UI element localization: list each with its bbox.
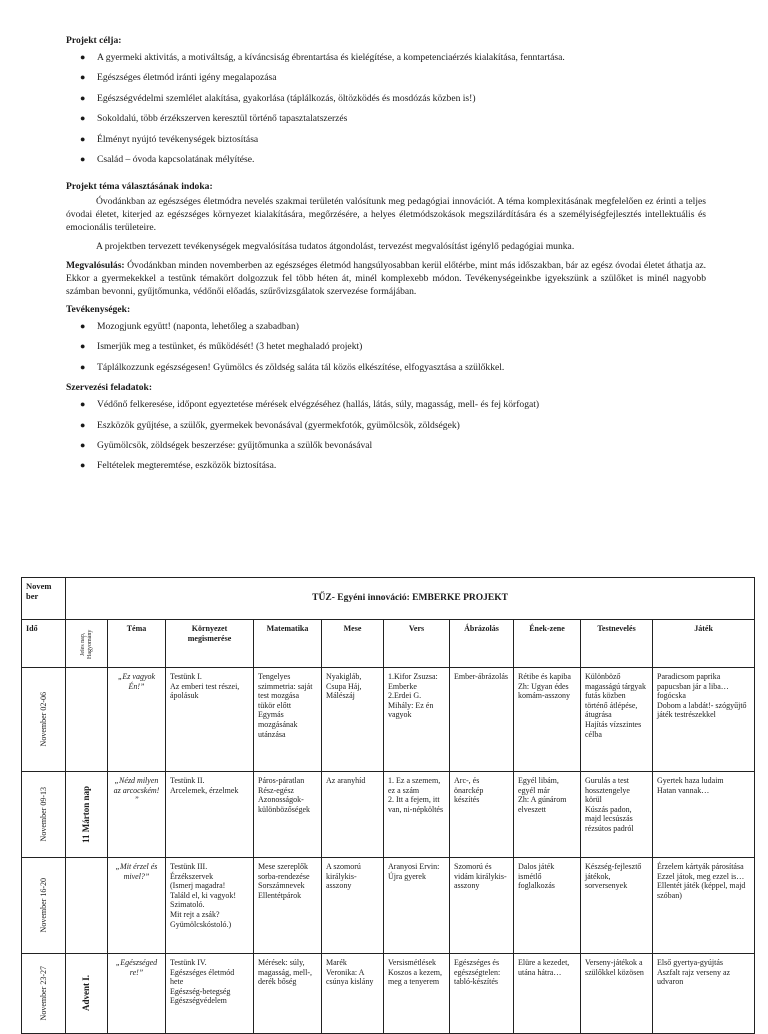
row-abrazolas: Szomorú és vidám királykis-asszony (450, 858, 514, 954)
row-jeles-cell (66, 858, 108, 954)
header-mese: Mese (322, 620, 384, 668)
row-vers: 1.Kifor Zsuzsa: Emberke 2.Erdei G. Mihály: Ez én vagyok (384, 668, 450, 772)
row-mese: Marék Veronika: A csúnya kislány (322, 954, 384, 1034)
table-title-row (22, 578, 755, 620)
row-testneveles: Verseny-játékok a szülőkkel közösen (581, 954, 653, 1034)
bullet-icon: ● (80, 399, 86, 410)
row-date: November 16-20 (38, 878, 48, 933)
table-row (22, 858, 755, 954)
project-text (66, 34, 706, 480)
list-item: ● Védőnő felkeresése, időpont egyeztetése mérések elvégzéséhez (hallás, látás, súly, magasság, mell- és fej körfogat) (80, 399, 540, 411)
header-matematika: Matematika (254, 620, 322, 668)
row-kornyezet: Testünk IV. Egészséges életmód hete Egészség-betegség Egészségvédelem (166, 954, 254, 1034)
list-item: ● Egészséges életmód iránti igény megalapozása (80, 72, 277, 84)
row-jatek: Paradicsom paprika papucsban jár a liba… fogócska Dobom a labdát!- szógyűjtő játék testrészekkel (653, 668, 755, 772)
list-item: ● A gyermeki aktivitás, a motiváltság, a kíváncsiság ébrentartása és kielégítése, a kompetenciaérzés kialakítása, fenntartása. (80, 52, 565, 63)
row-date-cell (22, 954, 66, 1034)
row-matematika: Tengelyes szimmetria: saját test mozgása tükör előtt Egymás mozgásának utánzása (254, 668, 322, 772)
bullet-icon: ● (80, 113, 86, 124)
row-theme: „Ez vagyok Én!” (108, 668, 166, 772)
rationale-heading: Projekt téma választásának indoka: (66, 180, 213, 192)
list-item: ● Ismerjük meg a testünket, és működését! (3 hetet meghaladó projekt) (80, 341, 363, 353)
tasks-heading: Szervezési feladatok: (66, 382, 153, 394)
row-jeles: 11 Márton nap (80, 785, 91, 843)
header-abrazolas: Ábrázolás (450, 620, 514, 668)
bullet-icon: ● (80, 439, 86, 450)
realization-label: Megvalósulás: (66, 259, 125, 271)
row-testneveles: Különböző magasságú tárgyak futás közben történő átlépése, átugrása Hajítás vízszintes célba (581, 668, 653, 772)
row-abrazolas: Egészséges és egészségtelen: tabló-készítés (450, 954, 514, 1034)
header-testneveles: Testnevelés (581, 620, 653, 668)
header-vers: Vers (384, 620, 450, 668)
rationale-paragraph-2: A projektben tervezett tevékenységek megvalósítása tudatos átgondolást, tervezést megvalósítást igénylő pedagógiai munka. (96, 240, 575, 252)
row-date-cell (22, 858, 66, 954)
bullet-icon: ● (80, 52, 86, 62)
bullet-icon: ● (80, 341, 86, 352)
rationale-paragraph-1: Óvodánkban az egészséges életmódra nevelés szakmai területén valósítunk meg pedagógiai innovációt. A téma komplexitásának megfelelően ez érinti a teljes óvodai életet, kiterjed az egészséges környezet kialakítására, megőrzésére, a helyes életmódszokások megszilárdítására és a személyiségfejlesztés intellektuális és emocionális területeire. (66, 195, 706, 233)
row-kornyezet: Testünk II. Arcelemek, érzelmek (166, 772, 254, 858)
row-jeles-cell (66, 772, 108, 858)
row-jeles-cell (66, 668, 108, 772)
header-row (22, 620, 755, 668)
table-row (22, 954, 755, 1034)
bullet-icon: ● (80, 92, 86, 103)
row-mese: Az aranyhíd (322, 772, 384, 858)
table-row (22, 668, 755, 772)
row-date: November 23-27 (38, 966, 48, 1021)
bullet-icon: ● (80, 460, 86, 471)
row-theme: „Nézd milyen az arcocském! ” (108, 772, 166, 858)
list-item: ● Család – óvoda kapcsolatának mélyítése. (80, 153, 255, 165)
row-enek: Dalos játék ismétlő foglalkozás (514, 858, 581, 954)
row-theme: „Egészséged re!” (108, 954, 166, 1034)
row-testneveles: Gurulás a test hossztengelye körül Kúszás padon, majd lecsúszás rézsútos padról (581, 772, 653, 858)
row-jeles: Advent I. (80, 975, 91, 1012)
row-jatek: Gyertek haza ludaim Hatan vannak… (653, 772, 755, 858)
goals-list (66, 51, 706, 166)
row-mese: A szomorú királykis-asszony (322, 858, 384, 954)
project-plan-table (21, 577, 755, 1034)
bullet-icon: ● (80, 72, 86, 83)
row-vers: Aranyosi Ervin: Újra gyerek (384, 858, 450, 954)
header-ido: Idő (22, 620, 66, 668)
bullet-icon: ● (80, 153, 86, 164)
row-date-cell (22, 668, 66, 772)
header-jatek: Játék (653, 620, 755, 668)
list-item: ● Sokoldalú, több érzékszerven keresztül történő tapasztalatszerzés (80, 113, 348, 125)
corner-cell: Novem ber (22, 578, 66, 620)
row-kornyezet: Testünk III. Érzékszervek (Ismerj magadra! Találd el, ki vagyok! Szimatoló. Mit rejt a zsák? Gyümölcskóstoló.) (166, 858, 254, 954)
list-item: ● Eszközök gyűjtése, a szülők, gyermekek bevonásával (gyermekfotók, gyümölcsök, zöldségek) (80, 419, 460, 431)
row-kornyezet: Testünk I. Az emberi test részei, ápolásuk (166, 668, 254, 772)
row-date: November 02-06 (38, 692, 48, 747)
row-mese: Nyakigláb, Csupa Háj, Málészáj (322, 668, 384, 772)
row-date-cell (22, 772, 66, 858)
row-enek: Egyél libám, egyél már Zh: A gúnárom elveszett (514, 772, 581, 858)
row-vers: 1. Ez a szemem, ez a szám 2. Itt a fejem, itt van, ni-népköltés (384, 772, 450, 858)
table-title: TŰZ- Egyéni innováció: EMBERKE PROJEKT (66, 578, 755, 620)
list-item: ● Mozogjunk együtt! (naponta, lehetőleg a szabadban) (80, 320, 299, 332)
header-kornyezet: Környezet megismerése (166, 620, 254, 668)
list-item: ● Feltételek megteremtése, eszközök biztosítása. (80, 460, 277, 472)
list-item: ● Gyümölcsök, zöldségek beszerzése: gyűjtőmunka a szülők bevonásával (80, 439, 373, 451)
tasks-list (66, 398, 706, 472)
activities-heading: Tevékenységek: (66, 303, 131, 315)
row-testneveles: Készség-fejlesztő játékok, sorversenyek (581, 858, 653, 954)
row-jatek: Érzelem kártyák párosítása Ezzel játok, meg ezzel is… Ellentét játék (képpel, majd szóban) (653, 858, 755, 954)
header-jeles-cell (66, 620, 108, 668)
row-enek: Rétibe és kapiba Zh: Ugyan édes komám-asszony (514, 668, 581, 772)
row-date: November 09-13 (38, 787, 48, 842)
list-item: ● Táplálkozzunk egészségesen! Gyümölcs és zöldség saláta tál közös elkészítése, elfogyasztása a szülőkkel. (80, 361, 505, 373)
bullet-icon: ● (80, 361, 86, 372)
row-jatek: Első gyertya-gyújtás Aszfalt rajz verseny az udvaron (653, 954, 755, 1034)
header-enek: Ének-zene (514, 620, 581, 668)
row-matematika: Mese szereplők sorba-rendezése Sorszámnevek Ellentétpárok (254, 858, 322, 954)
row-vers: Versismétlések Koszos a kezem, meg a tenyerem (384, 954, 450, 1034)
table-row (22, 772, 755, 858)
bullet-icon: ● (80, 419, 86, 430)
row-jeles-cell (66, 954, 108, 1034)
realization-text: Óvodánkban minden novemberben az egészséges életmód hangsúlyosabban kerül előtérbe, mint más időszakban, bár az egész óvodai életet áthatja az. Ekkor a gyermekekkel a testünk témakört dolgozzuk fel több héten át, minél komplexebb módon. Tevékenységeinkbe igyekszünk a szülőket is minél nagyobb számban bevonni, gyűjtőmunka, védőnői előadás, szűrővizsgálatok szervezése formájában. (66, 259, 706, 297)
row-enek: Elüre a kezedet, utána hátra… (514, 954, 581, 1034)
header-jeles: Jeles nap, Hagyomány (79, 628, 93, 659)
list-item: ● Élményt nyújtó tevékenységek biztosítása (80, 133, 259, 145)
activities-list (66, 320, 706, 374)
row-matematika: Páros-páratlan Rész-egész Azonosságok-különbözőségek (254, 772, 322, 858)
bullet-icon: ● (80, 133, 86, 144)
bullet-icon: ● (80, 320, 86, 331)
row-theme: „Mit érzel és mivel?” (108, 858, 166, 954)
list-item: ● Egészségvédelmi szemlélet alakítása, gyakorlása (táplálkozás, öltözködés és mosdózás közben is!) (80, 92, 476, 104)
row-matematika: Mérések: súly, magasság, mell-, derék bőség (254, 954, 322, 1034)
goals-heading: Projekt célja: (66, 35, 122, 46)
row-abrazolas: Arc-, és önarckép készítés (450, 772, 514, 858)
realization-paragraph (66, 259, 706, 298)
header-tema: Téma (108, 620, 166, 668)
row-abrazolas: Ember-ábrázolás (450, 668, 514, 772)
